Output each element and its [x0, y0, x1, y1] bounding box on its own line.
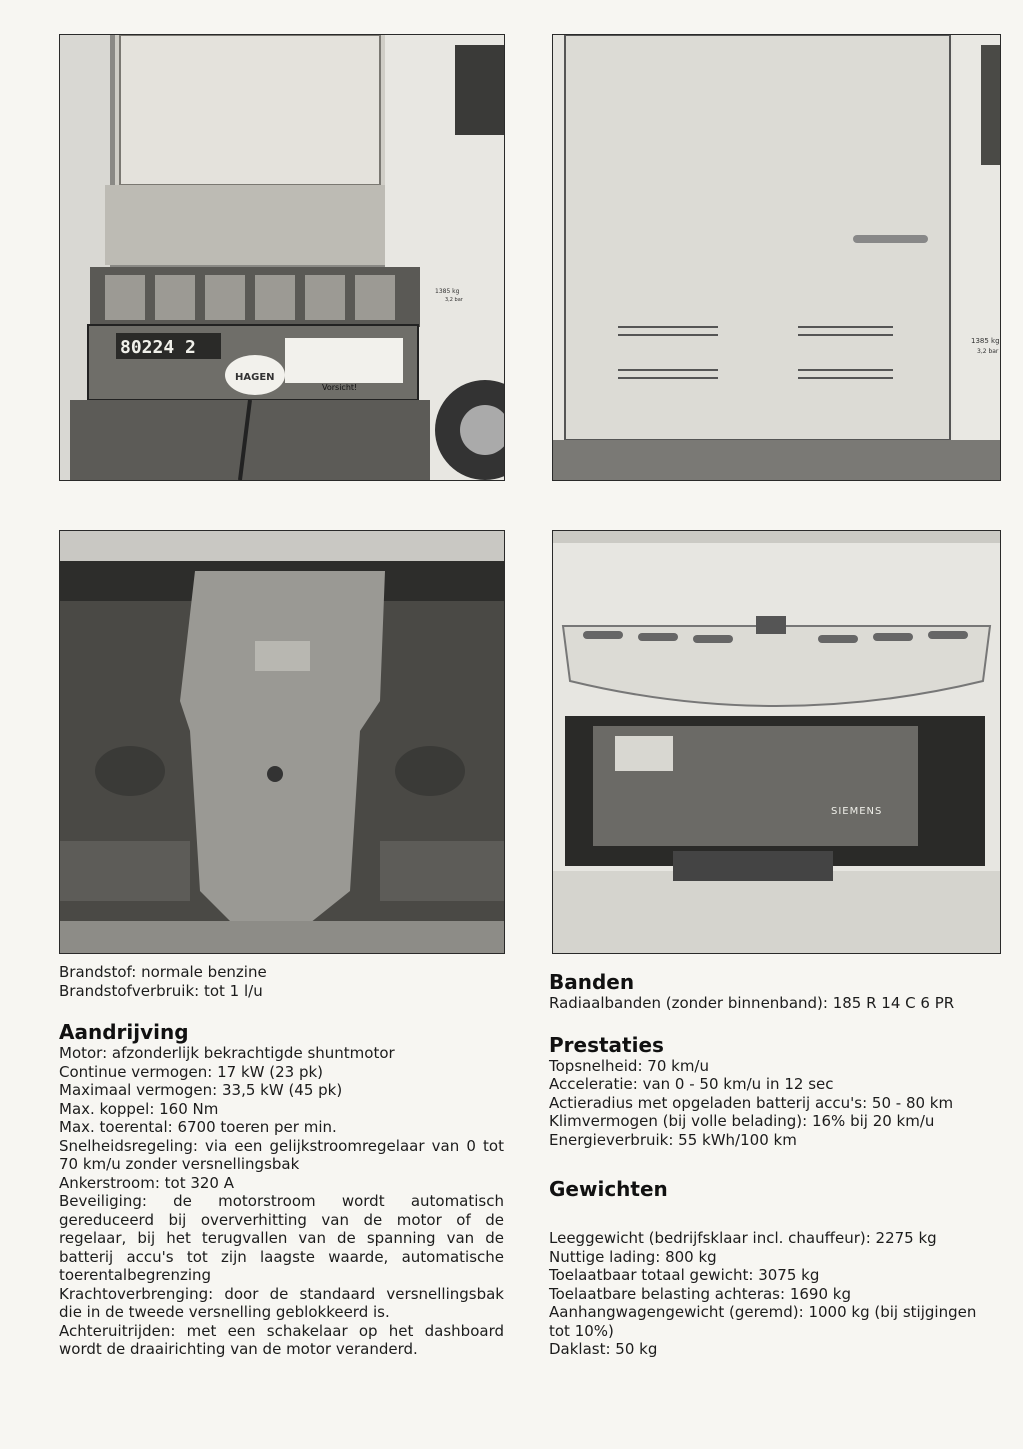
warning-sticker: Vorsicht!: [322, 383, 358, 392]
load-label-line2: 3,2 bar: [445, 297, 463, 303]
performance-line: Topsnelheid: 70 km/u: [549, 1056, 709, 1075]
hagen-badge: HAGEN: [235, 372, 275, 383]
drive-line: Motor: afzonderlijk bekrachtigde shuntmotor: [59, 1044, 395, 1062]
weights-line: Leeggewicht (bedrijfsklaar incl. chauffeur): 2275 kg: [549, 1229, 937, 1247]
van-load-label-line1: 1385 kg: [971, 337, 1000, 345]
load-label-line1: 1385 kg: [435, 288, 460, 295]
drive-line: Max. koppel: 160 Nm: [59, 1099, 219, 1118]
photo-controller-box: [552, 530, 1001, 954]
battery-plate-number: 80224 2: [120, 337, 196, 358]
drive-line: Snelheidsregeling: via een gelijkstroomregelaar van 0 tot 70 km/u zonder versnellingsbak: [59, 1136, 504, 1173]
drive-line: Maximaal vermogen: 33,5 kW (45 pk): [59, 1081, 343, 1099]
performance-heading: Prestaties: [549, 1032, 664, 1057]
photo-motor-underside: [59, 530, 505, 954]
weights-heading: Gewichten: [549, 1177, 668, 1201]
performance-line: Actieradius met opgeladen batterij accu's: 50 - 80 km: [549, 1093, 954, 1112]
tires-heading: Banden: [549, 970, 635, 994]
weights-line: Daklast: 50 kg: [549, 1340, 658, 1358]
drive-line: Beveiliging: de motorstroom wordt automatisch gereduceerd bij oververhitting van de motor of de regelaar, bij het terugvallen van de spanning van de batterij accu's tot zijn laagste waarde, automatische toerentalbegrenzing: [59, 1192, 504, 1284]
weights-line: Toelaatbare belasting achteras: 1690 kg: [549, 1284, 851, 1303]
drive-line: Continue vermogen: 17 kW (23 pk): [59, 1062, 324, 1081]
weights-line: Nuttige lading: 800 kg: [549, 1247, 717, 1266]
drive-line: Achteruitrijden: met een schakelaar op het dashboard wordt de draairichting van de motor veranderd.: [59, 1321, 504, 1358]
siemens-brand: SIEMENS: [831, 806, 883, 817]
photo-battery-drawer: [59, 34, 505, 481]
drive-line: Ankerstroom: tot 320 A: [59, 1173, 235, 1192]
fuel-consumption-line: Brandstofverbruik: tot 1 l/u: [59, 981, 263, 1000]
performance-line: Energieverbruik: 55 kWh/100 km: [549, 1130, 797, 1149]
drive-line: Krachtoverbrenging: door de standaard versnellingsbak die in de tweede versnelling geblokkeerd is.: [59, 1284, 504, 1321]
fuel-line: Brandstof: normale benzine: [59, 963, 267, 981]
van-load-label-line2: 3,2 bar: [977, 348, 999, 355]
weights-line: Aanhangwagengewicht (geremd): 1000 kg (bij stijgingen tot 10%): [549, 1303, 977, 1340]
performance-line: Klimvermogen (bij volle belading): 16% bij 20 km/u: [549, 1112, 935, 1130]
photo-van-side: [552, 34, 1001, 481]
performance-line: Acceleratie: van 0 - 50 km/u in 12 sec: [549, 1075, 834, 1093]
left-text-column: [59, 963, 504, 1359]
drive-line: Max. toerental: 6700 toeren per min.: [59, 1118, 337, 1136]
weights-line: Toelaatbaar totaal gewicht: 3075 kg: [549, 1266, 820, 1284]
drive-heading: Aandrijving: [59, 1020, 189, 1044]
right-text-column: [549, 970, 999, 1359]
tires-line: Radiaalbanden (zonder binnenband): 185 R 14 C 6 PR: [549, 994, 955, 1012]
